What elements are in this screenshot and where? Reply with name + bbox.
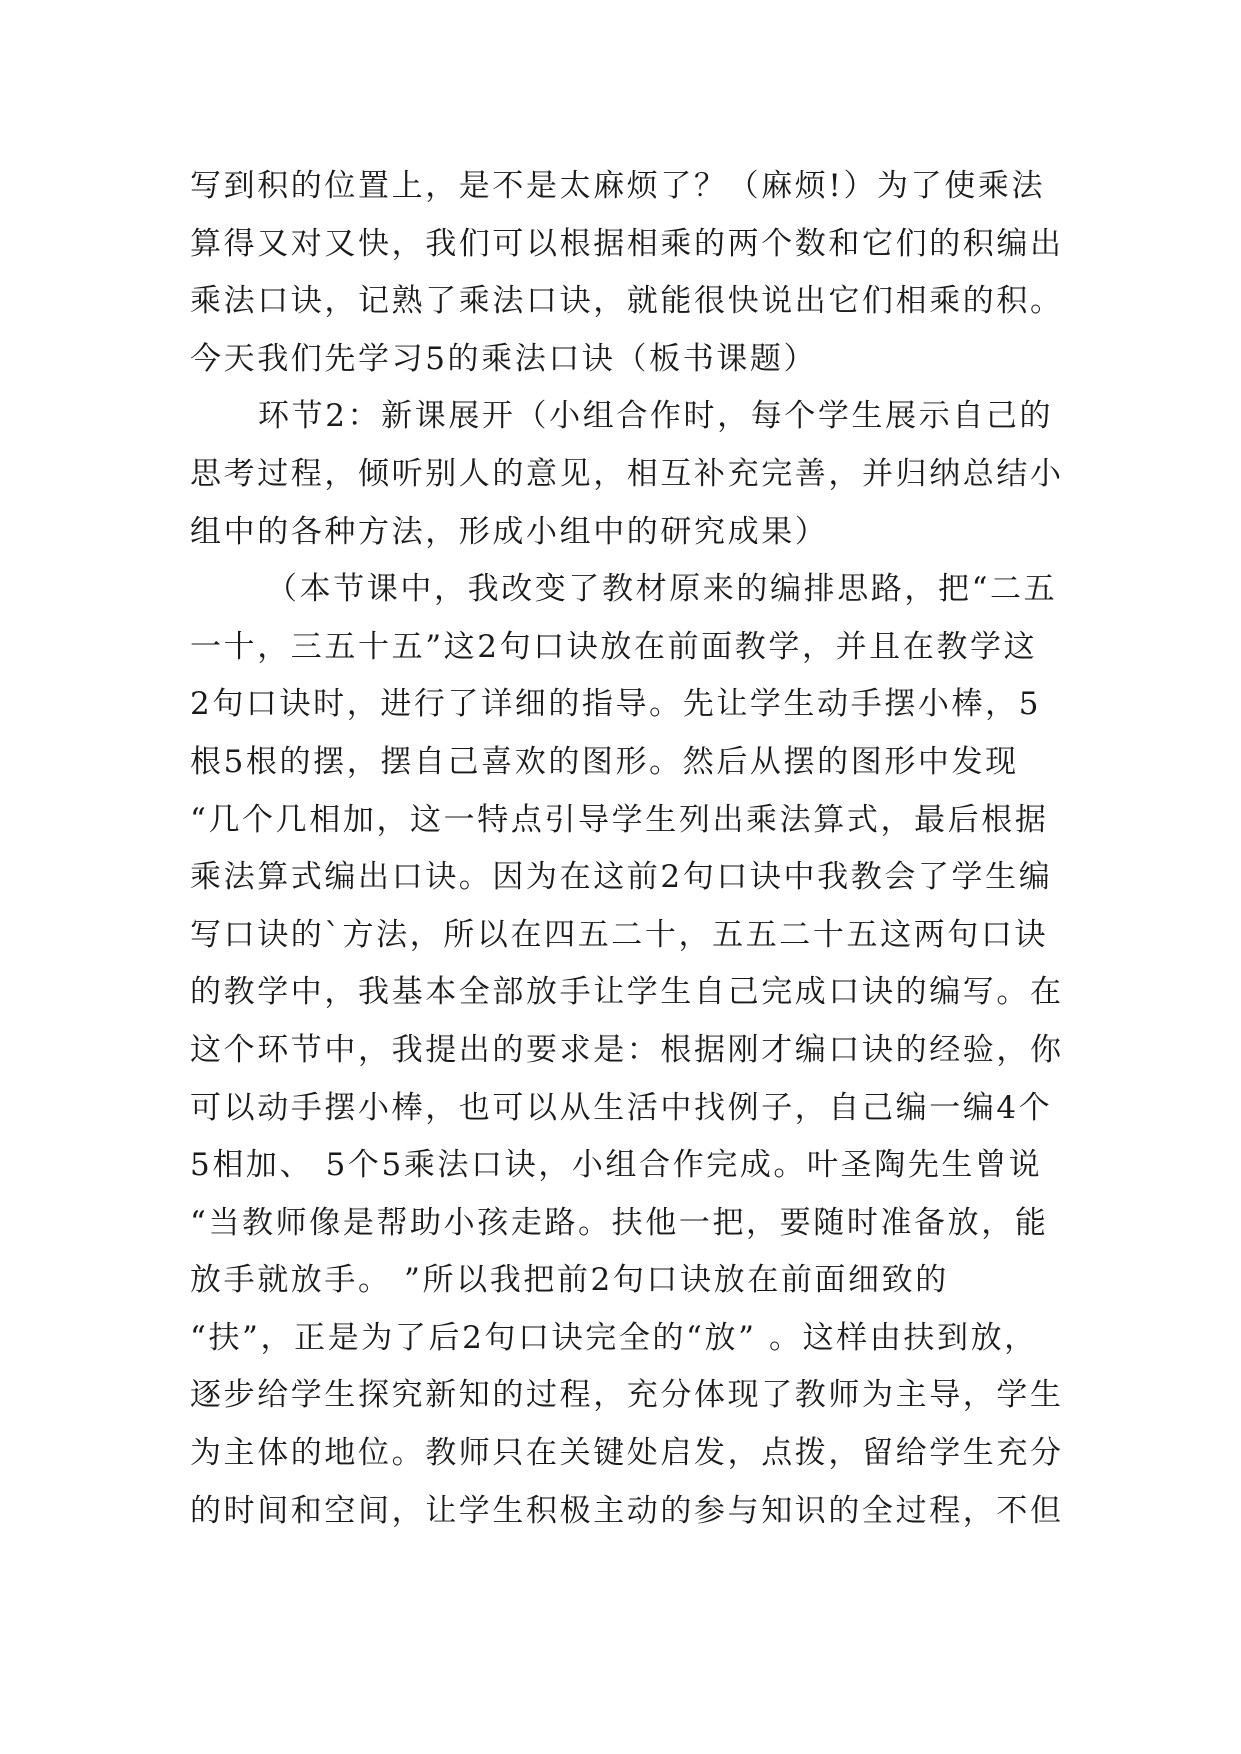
text-line: 今天我们先学习5的乘法口诀（板书课题）	[190, 340, 818, 377]
text-line: 思考过程，倾听别人的意见，相互补充完善，并归纳总结小	[190, 455, 1064, 492]
text-line: 写口诀的`方法，所以在四五二十，五五二十五这两句口诀	[190, 916, 1049, 953]
text-line-section-heading: 环节2：新课展开（小组合作时，每个学生展示自己的	[258, 398, 1054, 435]
text-line: 这个环节中，我提出的要求是：根据刚才编口诀的经验，你	[190, 1031, 1064, 1068]
text-line: 5相加、 5个5乘法口诀，小组合作完成。叶圣陶先生曾说	[190, 1147, 1043, 1184]
text-line: 写到积的位置上，是不是太麻烦了？（麻烦!）为了使乘法	[190, 168, 1046, 204]
text-line: 的教学中，我基本全部放手让学生自己完成口诀的编写。在	[190, 974, 1064, 1011]
text-line-paragraph-start: （本节课中，我改变了教材原来的编排思路，把“二五	[266, 571, 1058, 608]
text-line: 逐步给学生探究新知的过程，充分体现了教师为主导，学生	[190, 1377, 1064, 1414]
text-line: “当教师像是帮助小孩走路。扶他一把，要随时准备放，能	[190, 1204, 1049, 1241]
body-text	[190, 158, 1080, 1540]
text-line: 的时间和空间，让学生积极主动的参与知识的全过程，不但	[190, 1492, 1064, 1529]
text-line: 乘法口诀，记熟了乘法口诀，就能很快说出它们相乘的积。	[190, 283, 1064, 320]
text-line: 组中的各种方法，形成小组中的研究成果）	[190, 513, 829, 550]
text-line: 为主体的地位。教师只在关键处启发，点拨，留给学生充分	[190, 1435, 1064, 1472]
text-line: 根5根的摆，摆自己喜欢的图形。然后从摆的图形中发现	[190, 743, 1019, 780]
text-line: 乘法算式编出口诀。因为在这前2句口诀中我教会了学生编	[190, 859, 1053, 896]
text-line: 可以动手摆小棒，也可以从生活中找例子，自己编一编4个	[190, 1089, 1053, 1126]
text-line: “几个几相加，这一特点引导学生列出乘法算式，最后根据	[190, 801, 1049, 838]
text-line: “扶”，正是为了后2句口诀完全的“放” 。这样由扶到放，	[190, 1319, 1038, 1356]
text-line: 一十，三五十五”这2句口诀放在前面教学，并且在教学这	[190, 628, 1038, 665]
text-line: 算得又对又快，我们可以根据相乘的两个数和它们的积编出	[190, 225, 1064, 262]
text-line: 放手就放手。 ”所以我把前2句口诀放在前面细致的	[190, 1262, 949, 1299]
text-line: 2句口诀时，进行了详细的指导。先让学生动手摆小棒，5	[190, 686, 1042, 723]
